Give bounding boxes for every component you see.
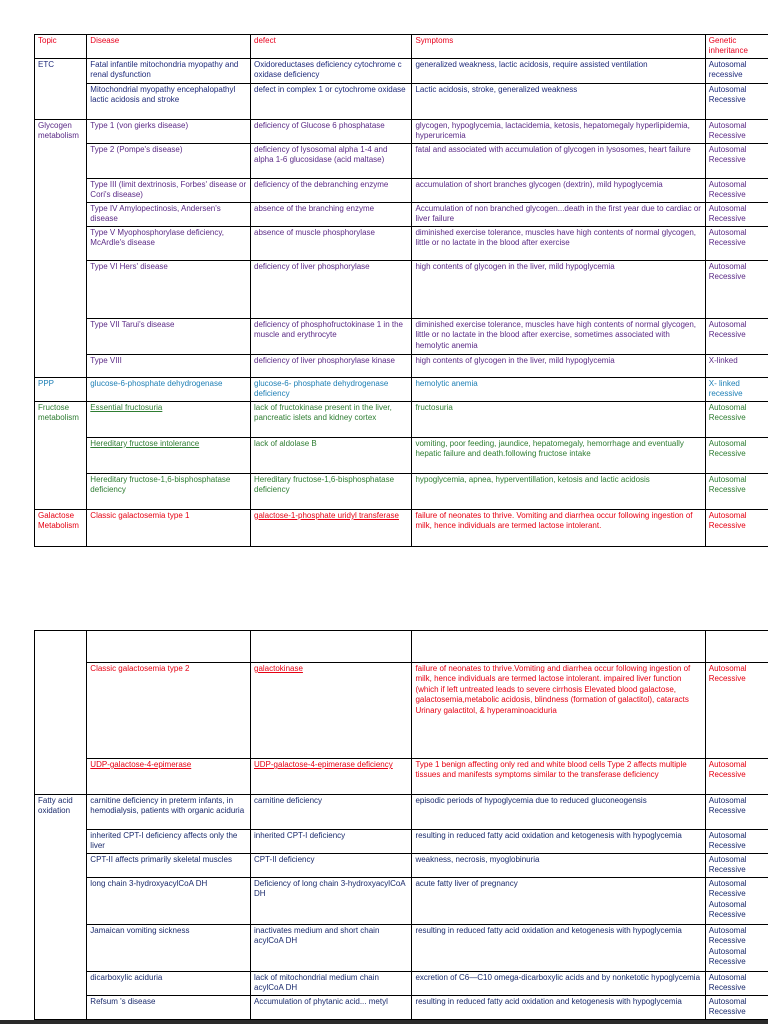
table-row [35, 473, 768, 509]
defect-cell: CPT-II deficiency [251, 854, 412, 878]
inheritance-cell: Autosomal Recessive [705, 226, 768, 260]
symptoms-cell: failure of neonates to thrive.Vomiting and diarrhea occur following ingestion of milk, hence individuals are termed lactose intolerant. impaired liver function (which if left untreated leads to severe cirrhosis Elevated blood galactose, galactosemia,metabolic acidosis, blindness (formation of galactitol), cataracts Urinary galactitol, & hyperaminoaciduria [412, 663, 705, 759]
inheritance-cell: Autosomal recessive [705, 58, 768, 83]
empty-cell [87, 631, 251, 663]
inheritance-cell: Autosomal Recessive [705, 178, 768, 202]
table-row [35, 178, 768, 202]
inheritance-cell: Autosomal Recessive [705, 119, 768, 143]
symptoms-cell: diminished exercise tolerance, muscles have high contents of normal glycogen, little or no lactate in the blood after exercise [412, 226, 705, 260]
defect-cell: lack of aldolase B [251, 437, 412, 473]
symptoms-cell: weakness, necrosis, myoglobinuria [412, 854, 705, 878]
table-row [35, 143, 768, 178]
defect-cell: deficiency of liver phosphorylase kinase [251, 354, 412, 377]
disease-cell: dicarboxylic aciduria [87, 972, 251, 996]
defect-cell: inherited CPT-I deficiency [251, 830, 412, 854]
disease-cell: inherited CPT-I deficiency affects only the liver [87, 830, 251, 854]
disease-cell: Type VIII [87, 354, 251, 377]
inheritance-cell: Autosomal Recessive [705, 260, 768, 318]
symptoms-cell: Accumulation of non branched glycogen...death in the first year due to cardiac or liver failure [412, 202, 705, 226]
defect-cell: deficiency of liver phosphorylase [251, 260, 412, 318]
disease-table-1 [34, 34, 768, 547]
topic-cell [35, 631, 87, 795]
defect-cell: Hereditary fructose-1,6-bisphosphatase deficiency [251, 473, 412, 509]
defect-cell: absence of muscle phosphorylase [251, 226, 412, 260]
topic-cell: Galactose Metabolism [35, 509, 87, 546]
table-row [35, 202, 768, 226]
inheritance-cell: Autosomal Recessive [705, 437, 768, 473]
symptoms-cell: generalized weakness, lactic acidosis, require assisted ventilation [412, 58, 705, 83]
empty-cell [705, 631, 768, 663]
table-row [35, 354, 768, 377]
header-defect: defect [251, 35, 412, 59]
topic-cell: PPP [35, 377, 87, 401]
table-row [35, 830, 768, 854]
inheritance-cell: Autosomal Recessive [705, 318, 768, 354]
symptoms-cell: high contents of glycogen in the liver, mild hypoglycemia [412, 354, 705, 377]
table-row [35, 759, 768, 795]
table-header-row [35, 35, 768, 59]
inheritance-cell: Autosomal Recessive [705, 473, 768, 509]
inheritance-cell: Autosomal Recessive Autosomal Recessive [705, 925, 768, 972]
topic-cell: Glycogen metabolism [35, 119, 87, 377]
defect-cell: Oxidoreductases deficiency cytochrome c oxidase deficiency [251, 58, 412, 83]
symptoms-cell: glycogen, hypoglycemia, lactacidemia, ketosis, hepatomegaly hyperlipidemia, hyperuricemia [412, 119, 705, 143]
table-row [35, 437, 768, 473]
table-row [35, 925, 768, 972]
table-row [35, 377, 768, 401]
inheritance-cell: Autosomal Recessive [705, 663, 768, 759]
symptoms-cell: episodic periods of hypoglycemia due to reduced gluconeogensis [412, 795, 705, 830]
inheritance-cell: Autosomal Recessive [705, 972, 768, 996]
defect-cell: deficiency of phosphofructokinase 1 in the muscle and erythrocyte [251, 318, 412, 354]
symptoms-cell: vomiting, poor feeding, jaundice, hepatomegaly, hemorrhage and eventually hepatic failure and death.following fructose intake [412, 437, 705, 473]
disease-cell: carnitine deficiency in preterm infants, in hemodialysis, patients with organic aciduria [87, 795, 251, 830]
disease-cell: Hereditary fructose intolerance [87, 437, 251, 473]
symptoms-cell: acute fatty liver of pregnancy [412, 878, 705, 925]
inheritance-cell: X-linked [705, 354, 768, 377]
disease-cell: Classic galactosemia type 1 [87, 509, 251, 546]
header-inheritance: Genetic inheritance [705, 35, 768, 59]
disease-cell: Type V Myophosphorylase deficiency, McArdle's disease [87, 226, 251, 260]
disease-cell: UDP-galactose-4-epimerase [87, 759, 251, 795]
disease-cell: Fatal infantile mitochondria myopathy and renal dysfunction [87, 58, 251, 83]
table-row [35, 83, 768, 119]
disease-cell: Jamaican vomiting sickness [87, 925, 251, 972]
defect-cell: galactokinase [251, 663, 412, 759]
defect-cell: Deficiency of long chain 3-hydroxyacylCoA DH [251, 878, 412, 925]
empty-cell [251, 631, 412, 663]
defect-cell: deficiency of lysosomal alpha 1-4 and alpha 1-6 glucosidase (acid maltase) [251, 143, 412, 178]
defect-cell: defect in complex 1 or cytochrome oxidase [251, 83, 412, 119]
inheritance-cell: X- linked recessive [705, 377, 768, 401]
inheritance-cell: Autosomal Recessive [705, 996, 768, 1020]
empty-cell [412, 631, 705, 663]
table-row [35, 996, 768, 1020]
table-row [35, 119, 768, 143]
disease-cell: Type VII Tarui's disease [87, 318, 251, 354]
disease-table-2 [34, 630, 768, 1020]
bottom-edge-bar [0, 1020, 768, 1024]
disease-cell: glucose-6-phosphate dehydrogenase [87, 377, 251, 401]
inheritance-cell: Autosomal Recessive [705, 83, 768, 119]
table-row [35, 318, 768, 354]
table-row [35, 854, 768, 878]
symptoms-cell: hemolytic anemia [412, 377, 705, 401]
defect-cell: Accumulation of phytanic acid... metyl [251, 996, 412, 1020]
table-header-row-empty [35, 631, 768, 663]
header-disease: Disease [87, 35, 251, 59]
inheritance-cell: Autosomal Recessive [705, 795, 768, 830]
header-topic: Topic [35, 35, 87, 59]
table-row [35, 663, 768, 759]
disease-cell: Type 1 (von gierks disease) [87, 119, 251, 143]
disease-cell: Hereditary fructose-1,6-bisphosphatase deficiency [87, 473, 251, 509]
defect-cell: carnitine deficiency [251, 795, 412, 830]
defect-cell: deficiency of Glucose 6 phosphatase [251, 119, 412, 143]
inheritance-cell: Autosomal Recessive [705, 509, 768, 546]
topic-cell: ETC [35, 58, 87, 119]
defect-cell: glucose-6- phosphate dehydrogenase deficiency [251, 377, 412, 401]
inheritance-cell: Autosomal Recessive [705, 830, 768, 854]
defect-cell: galactose-1-phosphate uridyl transferase [251, 509, 412, 546]
defect-cell: absence of the branching enzyme [251, 202, 412, 226]
inheritance-cell: Autosomal Recessive [705, 401, 768, 437]
symptoms-cell: fructosuria [412, 401, 705, 437]
table-row [35, 260, 768, 318]
inheritance-cell: Autosomal Recessive Autosomal Recessive [705, 878, 768, 925]
disease-cell: Type VI Hers' disease [87, 260, 251, 318]
symptoms-cell: high contents of glycogen in the liver, mild hypoglycemia [412, 260, 705, 318]
disease-cell: Type 2 (Pompe's disease) [87, 143, 251, 178]
topic-cell: Fructose metabolism [35, 401, 87, 509]
symptoms-cell: accumulation of short branches glycogen (dextrin), mild hypoglycemia [412, 178, 705, 202]
table-row [35, 226, 768, 260]
symptoms-cell: diminished exercise tolerance, muscles have high contents of normal glycogen, little or no lactate in the blood after exercise, sometimes associated with hemolytic anemia [412, 318, 705, 354]
symptoms-cell: Type 1 benign affecting only red and white blood cells Type 2 affects multiple tissues and manifests symptoms similar to the transferase deficiency [412, 759, 705, 795]
disease-cell: CPT-II affects primarily skeletal muscles [87, 854, 251, 878]
disease-cell: Refsum 's disease [87, 996, 251, 1020]
defect-cell: lack of fructokinase present in the liver, pancreatic islets and kidney cortex [251, 401, 412, 437]
inheritance-cell: Autosomal Recessive [705, 202, 768, 226]
table-row [35, 878, 768, 925]
disease-cell: Essential fructosuria [87, 401, 251, 437]
symptoms-cell: fatal and associated with accumulation of glycogen in lysosomes, heart failure [412, 143, 705, 178]
table-row [35, 58, 768, 83]
inheritance-cell: Autosomal Recessive [705, 759, 768, 795]
header-symptoms: Symptoms [412, 35, 705, 59]
defect-cell: inactivates medium and short chain acylCoA DH [251, 925, 412, 972]
defect-cell: UDP-galactose-4-epimerase deficiency [251, 759, 412, 795]
table-row [35, 401, 768, 437]
disease-cell: Type III (limit dextrinosis, Forbes' disease or Cori's disease) [87, 178, 251, 202]
inheritance-cell: Autosomal Recessive [705, 854, 768, 878]
symptoms-cell: resulting in reduced fatty acid oxidation and ketogenesis with hypoglycemia [412, 830, 705, 854]
table-row [35, 795, 768, 830]
symptoms-cell: resulting in reduced fatty acid oxidation and ketogenesis with hypoglycemia [412, 925, 705, 972]
disease-cell: Mitochondrial myopathy encephalopathyl lactic acidosis and stroke [87, 83, 251, 119]
symptoms-cell: failure of neonates to thrive. Vomiting and diarrhea occur following ingestion of milk, hence individuals are termed lactose intolerant. [412, 509, 705, 546]
disease-cell: Type IV Amylopectinosis, Andersen's disease [87, 202, 251, 226]
symptoms-cell: hypoglycemia, apnea, hyperventillation, ketosis and lactic acidosis [412, 473, 705, 509]
defect-cell: lack of mitochondrial medium chain acylCoA DH [251, 972, 412, 996]
table-row [35, 509, 768, 546]
symptoms-cell: excretion of C6—C10 omega-dicarboxylic acids and by nonketotic hypoglycemia [412, 972, 705, 996]
disease-cell: Classic galactosemia type 2 [87, 663, 251, 759]
topic-cell: Fatty acid oxidation [35, 795, 87, 1020]
inheritance-cell: Autosomal Recessive [705, 143, 768, 178]
symptoms-cell: Lactic acidosis, stroke, generalized weakness [412, 83, 705, 119]
defect-cell: deficiency of the debranching enzyme [251, 178, 412, 202]
table-row [35, 972, 768, 996]
symptoms-cell: resulting in reduced fatty acid oxidation and ketogenesis with hypoglycemia [412, 996, 705, 1020]
disease-cell: long chain 3-hydroxyacylCoA DH [87, 878, 251, 925]
